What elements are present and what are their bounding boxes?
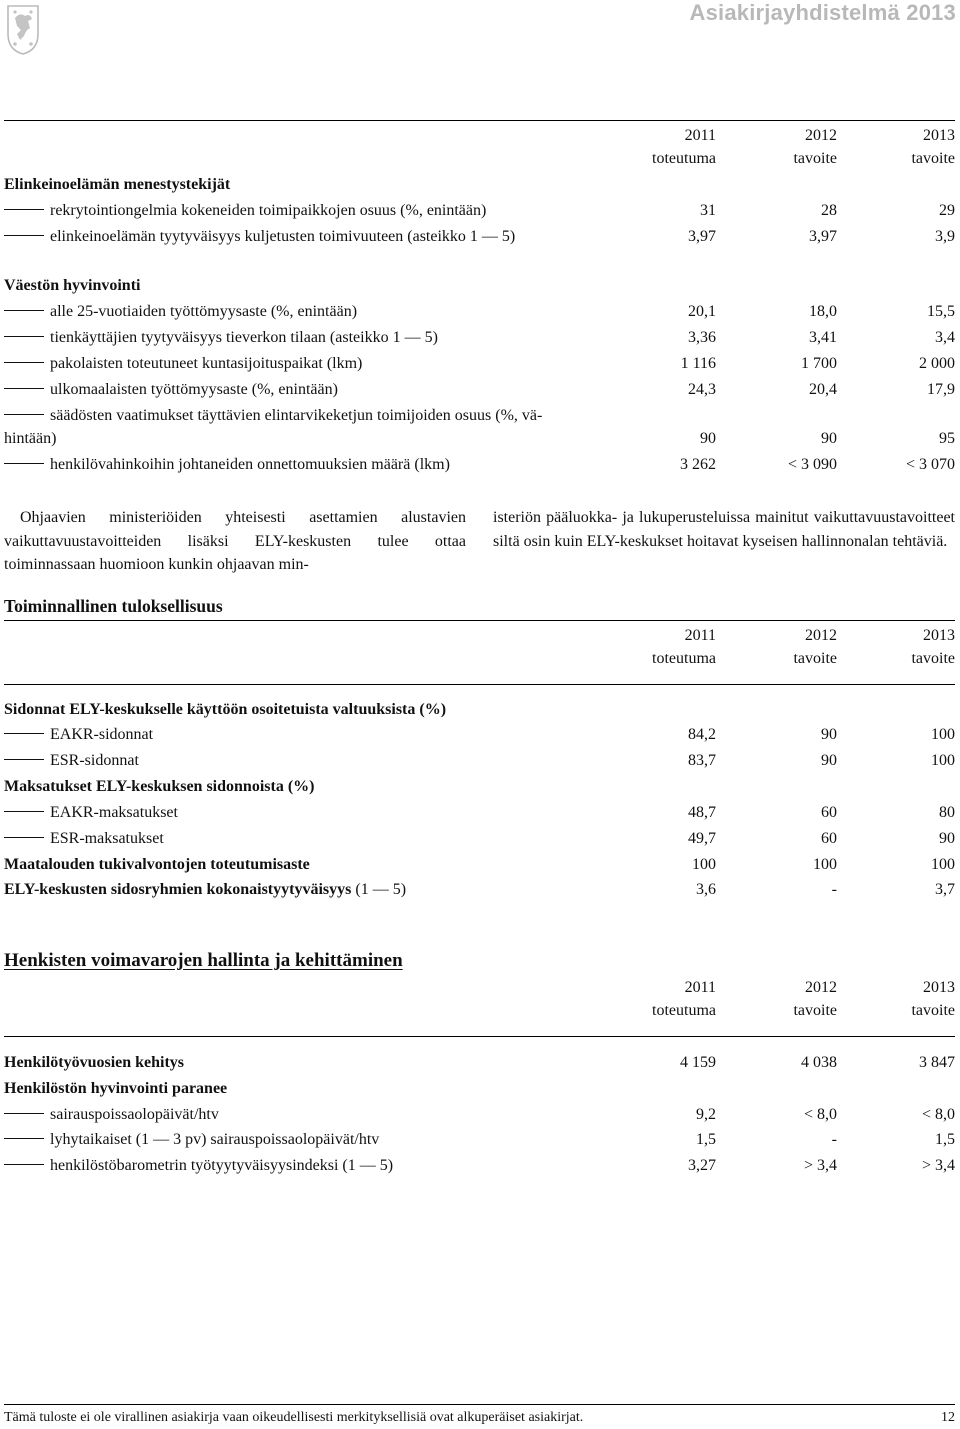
page-number: 12: [941, 1410, 955, 1425]
kind-2011: toteutuma: [652, 1002, 716, 1019]
year-header: [4, 624, 955, 670]
year-header: [4, 976, 955, 1022]
table-row: rekrytointiongelmia kokeneiden toimipaikkojen osuus (%, enintään) 31 28 29: [4, 198, 955, 224]
year-2013: 2013: [923, 127, 955, 144]
table-row: pakolaisten toteutuneet kuntasijoituspaikat (lkm) 1 116 1 700 2 000: [4, 351, 955, 377]
year-2013: 2013: [923, 627, 955, 644]
group-title: Elinkeinoelämän menestystekijät: [4, 176, 231, 193]
table-row-continuation: hintään) 90 90 95: [4, 430, 955, 447]
year-2011: 2011: [684, 979, 716, 996]
footer-rule: [4, 1404, 955, 1405]
kind-2013: tavoite: [911, 1002, 955, 1019]
table-row: sairauspoissaolopäivät/htv 9,2 < 8,0 < 8,0: [4, 1102, 955, 1128]
kind-2012: tavoite: [793, 1002, 837, 1019]
table-top-rule: [4, 620, 955, 621]
group-title: Väestön hyvinvointi: [4, 277, 141, 294]
year-2011: 2011: [684, 627, 716, 644]
kind-2013: tavoite: [911, 650, 955, 667]
year-header: [4, 124, 955, 170]
year-2013: 2013: [923, 979, 955, 996]
document-title: Asiakirjayhdistelmä 2013: [689, 0, 956, 25]
kind-2011: toteutuma: [652, 150, 716, 167]
year-2012: 2012: [805, 627, 837, 644]
paragraph-right-column: isteriön pääluokka- ja lukuperusteluissa mainitut vaikuttavuustavoitteet siltä osin kuin ELY-keskukset hoitavat kyseisen hallinnonalan tehtäviä.: [493, 509, 955, 550]
table-row: ESR-maksatukset 49,7 60 90: [4, 826, 955, 852]
table-top-rule: [4, 120, 955, 121]
table-row: ESR-sidonnat 83,7 90 100: [4, 748, 955, 774]
table-row: säädösten vaatimukset täyttävien elintarvikeketjun toimijoiden osuus (%, vä-: [4, 403, 955, 429]
table-row: EAKR-sidonnat 84,2 90 100: [4, 722, 955, 748]
section-title: Henkisten voimavarojen hallinta ja kehittäminen: [4, 950, 403, 971]
paragraph-left-column: Ohjaavien ministeriöiden yhteisesti asettamien alustavien vaikuttavuustavoitteiden lisäksi ELY-keskusten tulee ottaa toiminnassaan huomioon kunkin ohjaavan min-: [4, 509, 466, 573]
table-row: alle 25-vuotiaiden työttömyysaste (%, enintään) 20,1 18,0 15,5: [4, 299, 955, 325]
table-row: Sidonnat ELY-keskukselle käyttöön osoitetuista valtuuksista (%): [4, 701, 447, 718]
table-row: lyhytaikaiset (1 — 3 pv) sairauspoissaolopäivät/htv 1,5 - 1,5: [4, 1127, 955, 1153]
table-row: EAKR-maksatukset 48,7 60 80: [4, 800, 955, 826]
year-2011: 2011: [684, 127, 716, 144]
table-header-rule: [4, 1036, 955, 1037]
table-row: Maatalouden tukivalvontojen toteutumisaste 100 100 100: [4, 856, 955, 873]
table-row: Henkilöstön hyvinvointi paranee: [4, 1080, 228, 1097]
table-row: henkilövahinkoihin johtaneiden onnettomuuksien määrä (lkm) 3 262 < 3 090 < 3 070: [4, 452, 955, 478]
kind-2012: tavoite: [793, 650, 837, 667]
kind-2011: toteutuma: [652, 650, 716, 667]
table-row: Henkilötyövuosien kehitys 4 159 4 038 3 847: [4, 1054, 955, 1071]
table-header-rule: [4, 684, 955, 685]
page-footer: [4, 1410, 955, 1426]
table-row: ELY-keskusten sidosryhmien kokonaistyytyväisyys (1 — 5) 3,6 - 3,7: [4, 881, 955, 898]
kind-2013: tavoite: [911, 150, 955, 167]
coat-of-arms-icon: [6, 4, 40, 56]
footer-note: Tämä tuloste ei ole virallinen asiakirja vaan oikeudellisesti merkityksellisiä ovat alkuperäiset asiakirjat.: [4, 1410, 584, 1425]
page-header: [0, 0, 960, 70]
year-2012: 2012: [805, 979, 837, 996]
table-row: ulkomaalaisten työttömyysaste (%, enintään) 24,3 20,4 17,9: [4, 377, 955, 403]
section-title: Toiminnallinen tuloksellisuus: [4, 596, 223, 616]
table-row: tienkäyttäjien tyytyväisyys tieverkon tilaan (asteikko 1 — 5) 3,36 3,41 3,4: [4, 325, 955, 351]
kind-2012: tavoite: [793, 150, 837, 167]
table-row: Maksatukset ELY-keskuksen sidonnoista (%): [4, 778, 315, 795]
year-2012: 2012: [805, 127, 837, 144]
table-row: henkilöstöbarometrin työtyytyväisyysindeksi (1 — 5) 3,27 > 3,4 > 3,4: [4, 1153, 955, 1179]
table-row: elinkeinoelämän tyytyväisyys kuljetusten toimivuuteen (asteikko 1 — 5) 3,97 3,97 3,9: [4, 224, 955, 250]
